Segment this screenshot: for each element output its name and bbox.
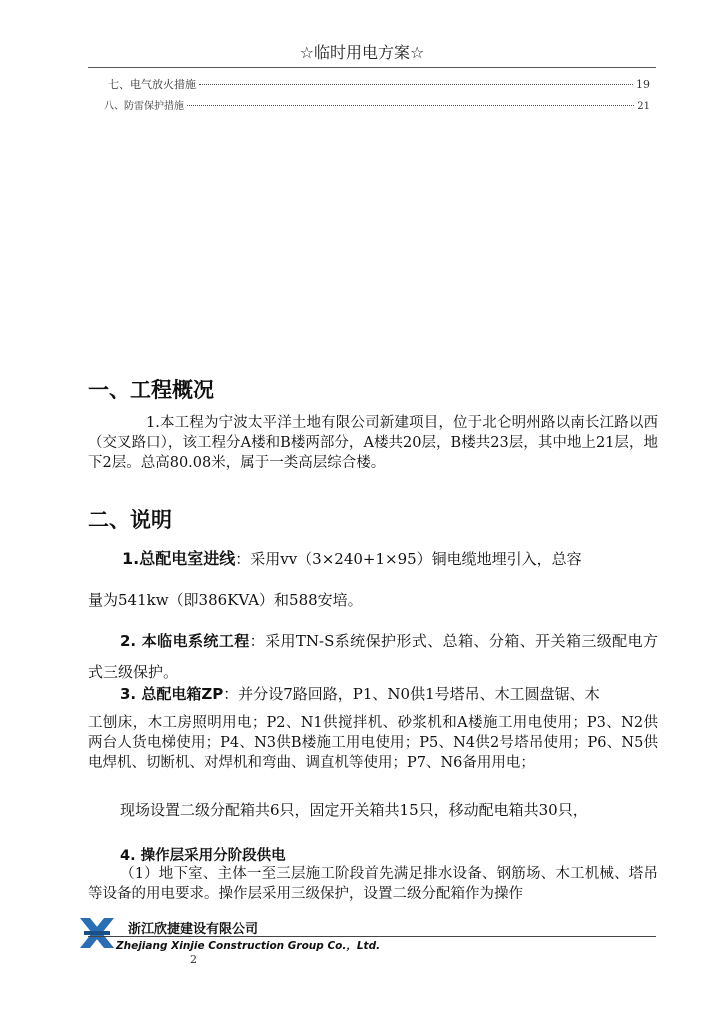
section-heading-overview: 一、工程概况 [88, 378, 214, 402]
header-divider [88, 67, 656, 68]
note-item-1-text-b: 量为541kw（即386KVA）和588安培。 [88, 591, 363, 609]
distribution-boxes-paragraph: 现场设置二级分配箱共6只，固定开关箱共15只，移动配电箱共30只， [120, 801, 588, 819]
section-heading-notes: 二、说明 [88, 508, 172, 532]
note-item-2-label: 2. 本临电系统工程 [120, 632, 250, 650]
note-item-3-text-b: 工刨床，木工房照明用电；P2、N1供搅拌机、砂浆机和A楼施工用电使用；P3、N2供两台人货电梯使用；P4、N3供B楼施工用电使用；P5、N4供2号塔吊使用；P6、N5供电焊机、切断机、对焊机和弯曲、调直机等使用；P7、N6备用用电； [88, 715, 658, 771]
toc-entry-label: 八、防雷保护措施 [104, 101, 184, 112]
note-item-4-label: 4. 操作层采用分阶段供电 [120, 848, 286, 864]
note-item-4 [88, 846, 658, 866]
note-item-3-text-a: ：并分设7路回路，P1、N0供1号塔吊、木工圆盘锯、木 [223, 685, 600, 703]
note-item-3-label: 3. 总配电箱ZP [120, 685, 224, 703]
note-item-1-label: 1.总配电室进线 [122, 549, 236, 568]
note-item-2-text: ：采用TN-S系统保护形式、总箱、分箱、开关箱三级配电方式三级保护。 [88, 632, 659, 681]
toc-entry-label: 七、电气放火措施 [108, 78, 196, 91]
company-name-en: Zhejiang Xinjie Construction Group Co.，Ltd. [116, 940, 381, 952]
toc-entry[interactable] [92, 97, 650, 112]
page-header-title: ☆临时用电方案☆ [299, 43, 425, 62]
page-number: 2 [190, 953, 197, 966]
overview-paragraph: 1.本工程为宁波太平洋土地有限公司新建项目，位于北仑明州路以南长江路以西（交叉路口），该工程分A楼和B楼两部分，A楼共20层，B楼共23层，其中地上21层，地下2层。总高80.08米，属于一类高层综合楼。 [88, 415, 658, 471]
toc-entry[interactable] [92, 76, 650, 92]
note-item-2 [88, 626, 658, 688]
footer-divider [88, 936, 656, 937]
toc-entry-page: 19 [636, 78, 650, 91]
note-item-3-line1 [88, 684, 658, 704]
note-item-1-text-a: ：采用vv（3×240+1×95）铜电缆地埋引入，总容 [235, 550, 582, 568]
toc-entry-page: 21 [637, 101, 650, 112]
note-item-1-line1 [88, 549, 658, 569]
note-item-4-text: （1）地下室、主体一至三层施工阶段首先满足排水设备、钢筋场、木工机械、塔吊等设备的用电要求。操作层采用三级保护，设置二级分配箱作为操作 [88, 866, 658, 902]
toc-leader-dots [187, 105, 634, 106]
company-logo-icon [80, 916, 114, 950]
company-name-cn: 浙江欣捷建设有限公司 [128, 922, 259, 937]
toc-leader-dots [199, 84, 633, 85]
